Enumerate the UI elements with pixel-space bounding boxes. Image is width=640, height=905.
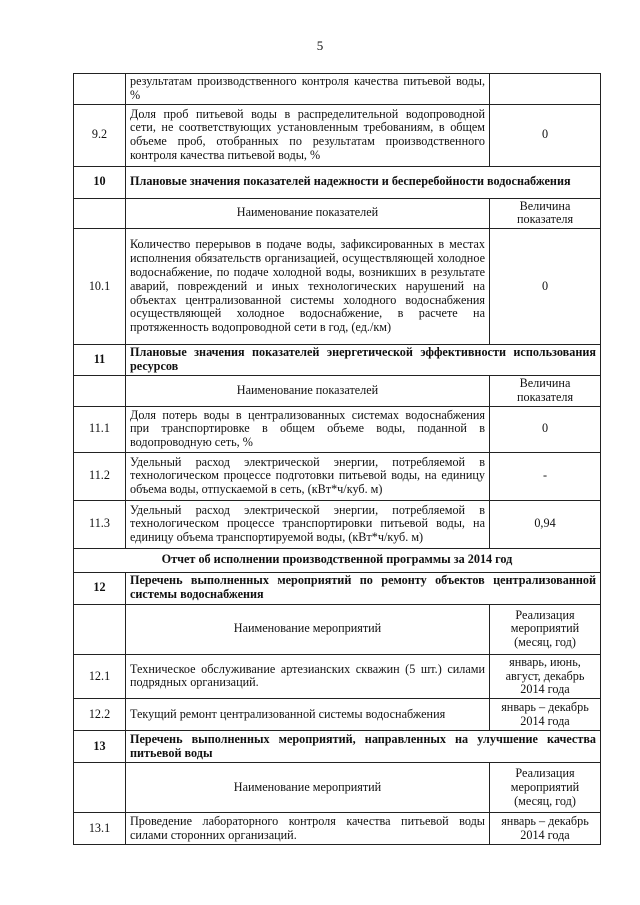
column-header-row [74,763,601,813]
report-title-row [74,548,601,572]
table-row [74,452,601,500]
indicator-name: Удельный расход электрической энергии, потребляемой в технологическом процессе подготовки питьевой воды, на единицу объема воды, отпускаемой в сеть, (кВт*ч/куб. м) [126,452,490,500]
column-header-value: Реализация мероприятий (месяц, год) [490,604,601,654]
table-row [74,74,601,105]
indicator-name: Количество перерывов в подаче воды, зафиксированных в местах исполнения обязательств организацией, осуществляющей холодное водоснабжение, по подаче холодной воды, возникших в результате аварий, повреждений и иных технологических нарушений на объектах централизованной системы холодного водоснабжения осуществляющей холодное водоснабжение, в расчете на протяженность водопроводной сети в год, (ед./км) [126,229,490,345]
indicator-value: 0 [490,229,601,345]
section-number: 11 [74,345,126,376]
table-row [74,500,601,548]
row-number [74,763,126,813]
event-name: Текущий ремонт централизованной системы водоснабжения [126,699,490,731]
report-title: Отчет об исполнении производственной программы за 2014 год [74,548,601,572]
indicator-name: результатам производственного контроля качества питьевой воды, % [126,74,490,105]
indicator-value: 0 [490,406,601,452]
section-title: Перечень выполненных мероприятий по ремонту объектов централизованной системы водоснабжения [126,572,601,604]
event-name: Проведение лабораторного контроля качества питьевой воды силами сторонних организаций. [126,813,490,845]
table-row [74,229,601,345]
column-header-name: Наименование мероприятий [126,604,490,654]
indicator-value: 0 [490,104,601,166]
row-number [74,604,126,654]
row-number [74,74,126,105]
event-name: Техническое обслуживание артезианских скважин (5 шт.) силами подрядных организаций. [126,654,490,698]
table-row [74,699,601,731]
section-number: 10 [74,166,126,198]
indicator-value [490,74,601,105]
row-number: 12.2 [74,699,126,731]
row-number: 11.2 [74,452,126,500]
event-period: январь – декабрь 2014 года [490,699,601,731]
section-row [74,731,601,763]
page-number: 5 [316,38,324,53]
table-row [74,813,601,845]
table-row [74,406,601,452]
section-row [74,166,601,198]
row-number: 12.1 [74,654,126,698]
indicator-value: - [490,452,601,500]
row-number: 9.2 [74,104,126,166]
row-number: 10.1 [74,229,126,345]
row-number: 11.1 [74,406,126,452]
table-row [74,654,601,698]
table-row [74,104,601,166]
section-number: 12 [74,572,126,604]
row-number [74,376,126,407]
section-title: Перечень выполненных мероприятий, направленных на улучшение качества питьевой воды [126,731,601,763]
column-header-name: Наименование показателей [126,198,490,229]
row-number: 11.3 [74,500,126,548]
section-title: Плановые значения показателей надежности и бесперебойности водоснабжения [126,166,601,198]
section-row [74,572,601,604]
row-number [74,198,126,229]
column-header-value: Величина показателя [490,376,601,407]
section-title: Плановые значения показателей энергетической эффективности использования ресурсов [126,345,601,376]
column-header-name: Наименование мероприятий [126,763,490,813]
column-header-row [74,604,601,654]
indicator-name: Доля потерь воды в централизованных системах водоснабжения при транспортировке в общем объеме воды, поданной в водопроводную сеть, % [126,406,490,452]
indicator-name: Доля проб питьевой воды в распределительной водопроводной сети, не соответствующих установленным требованиям, в общем объеме проб, отобранных по результатам производственного контроля качества питьевой воды, % [126,104,490,166]
column-header-name: Наименование показателей [126,376,490,407]
column-header-row [74,198,601,229]
row-number: 13.1 [74,813,126,845]
program-table [73,73,601,845]
column-header-value: Реализация мероприятий (месяц, год) [490,763,601,813]
event-period: январь – декабрь 2014 года [490,813,601,845]
section-number: 13 [74,731,126,763]
section-row [74,345,601,376]
column-header-value: Величина показателя [490,198,601,229]
column-header-row [74,376,601,407]
event-period: январь, июнь, август, декабрь 2014 года [490,654,601,698]
indicator-value: 0,94 [490,500,601,548]
indicator-name: Удельный расход электрической энергии, потребляемой в технологическом процессе транспортировки питьевой воды, на единицу объема транспортируемой воды, (кВт*ч/куб. м) [126,500,490,548]
